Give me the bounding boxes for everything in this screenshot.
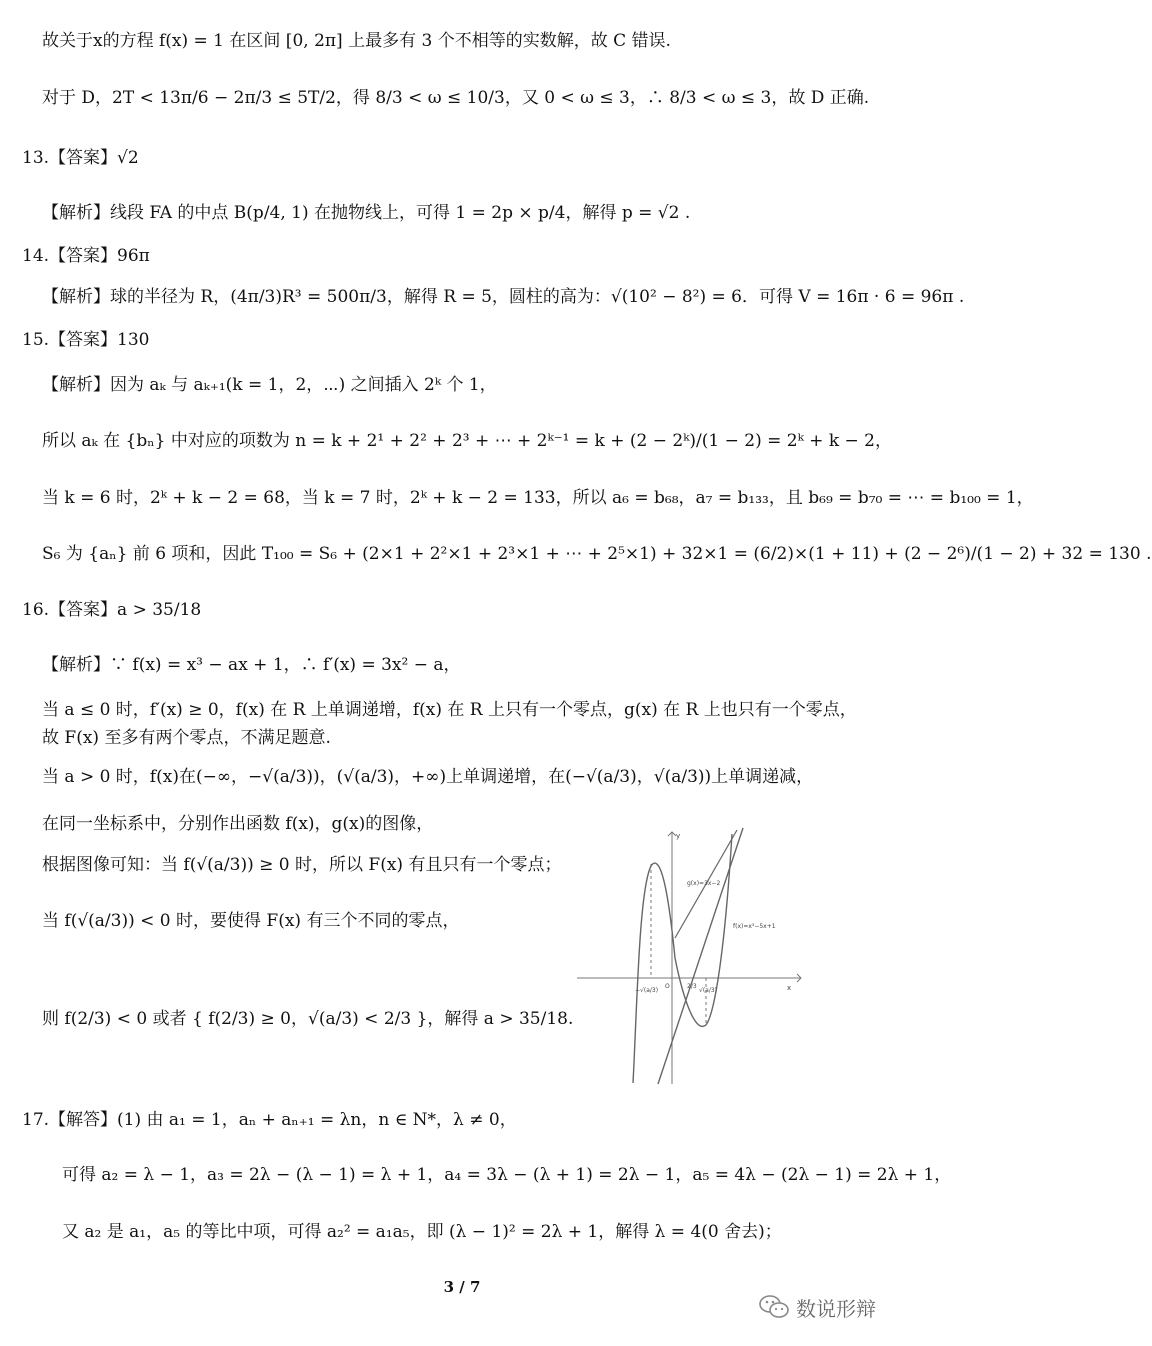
axis-x-label: x <box>787 984 792 992</box>
analysis-14: 【解析】球的半径为 R，(4π/3)R³ = 500π/3，解得 R = 5，圆柱的高为：√(10² − 8²) = 6．可得 V = 16π · 6 = 96π . <box>42 287 965 307</box>
origin-label: O <box>665 983 670 990</box>
answer-13: 13.【答案】√2 <box>22 148 139 168</box>
answer-15: 15.【答案】130 <box>22 330 150 350</box>
text-line-17: 在同一坐标系中，分别作出函数 f(x)，g(x)的图像， <box>42 814 434 834</box>
text-line-14: 当 a ≤ 0 时，f′(x) ≥ 0，f(x) 在 R 上单调递增，f(x) 在 R 上只有一个零点，g(x) 在 R 上也只有一个零点， <box>42 700 857 720</box>
axis-y-label: y <box>676 832 681 840</box>
text-line-9: 所以 aₖ 在 {bₙ} 中对应的项数为 n = k + 2¹ + 2² + 2³ + ⋯ + 2ᵏ⁻¹ = k + (2 − 2ᵏ)/(1 − 2) = 2ᵏ + k − 2， <box>42 431 892 451</box>
tick-neg-root: −√(a/3) <box>635 987 659 994</box>
answer-16: 16.【答案】a > 35/18 <box>22 600 202 620</box>
function-graph <box>575 828 805 1086</box>
text-line-15: 故 F(x) 至多有两个零点，不满足题意. <box>42 728 331 748</box>
label-g: g(x)=3x−2 <box>687 880 721 887</box>
answer-17: 17.【解答】(1) 由 a₁ = 1，aₙ + aₙ₊₁ = λn，n ∈ N*，λ ≠ 0， <box>22 1110 517 1130</box>
text-line-23: 又 a₂ 是 a₁，a₅ 的等比中项，可得 a₂² = a₁a₅，即 (λ − 1)² = 2λ + 1，解得 λ = 4(0 舍去)； <box>62 1222 782 1242</box>
analysis-13: 【解析】线段 FA 的中点 B(p/4, 1) 在抛物线上，可得 1 = 2p × p/4，解得 p = √2 . <box>42 203 691 223</box>
answer-14: 14.【答案】96π <box>22 246 150 266</box>
text-line-18: 根据图像可知：当 f(√(a/3)) ≥ 0 时，所以 F(x) 有且只有一个零点； <box>42 855 562 875</box>
text-line-1: 故关于x的方程 f(x) = 1 在区间 [0, 2π] 上最多有 3 个不相等的实数解，故 C 错误. <box>42 31 671 51</box>
label-f: f(x)=x³−5x+1 <box>733 923 776 930</box>
text-line-16: 当 a > 0 时，f(x)在(−∞，−√(a/3))，(√(a/3)，+∞)上单调递增，在(−√(a/3)，√(a/3))上单调递减， <box>42 767 814 787</box>
analysis-15: 【解析】因为 aₖ 与 aₖ₊₁(k = 1，2，⋯) 之间插入 2ᵏ 个 1， <box>42 375 497 395</box>
tick-pos-root: √(a/3) <box>699 987 718 994</box>
tick-two-thirds: 2/3 <box>687 983 697 990</box>
text-line-10: 当 k = 6 时，2ᵏ + k − 2 = 68，当 k = 7 时，2ᵏ + k − 2 = 133，所以 a₆ = b₆₈，a₇ = b₁₃₃，且 b₆₉ = b₇₀ = ⋯ = b₁₀₀ = 1， <box>42 488 1034 508</box>
watermark-text: 数说形辩 <box>796 1296 876 1321</box>
text-line-20: 则 f(2/3) < 0 或者 { f(2/3) ≥ 0，√(a/3) < 2/3 }，解得 a > 35/18. <box>42 1009 574 1029</box>
watermark <box>758 1290 876 1324</box>
text-line-2: 对于 D，2T < 13π/6 − 2π/3 ≤ 5T/2，得 8/3 < ω ≤ 10/3，又 0 < ω ≤ 3，∴ 8/3 < ω ≤ 3，故 D 正确. <box>42 88 870 108</box>
analysis-16: 【解析】∵ f(x) = x³ − ax + 1，∴ f′(x) = 3x² − a， <box>42 655 461 675</box>
text-line-22: 可得 a₂ = λ − 1，a₃ = 2λ − (λ − 1) = λ + 1，a₄ = 3λ − (λ + 1) = 2λ − 1，a₅ = 4λ − (2λ − 1) = 2λ + 1， <box>62 1165 952 1185</box>
page-number: 3 / 7 <box>443 1278 481 1296</box>
wechat-icon <box>758 1293 790 1321</box>
text-line-11: S₆ 为 {aₙ} 前 6 项和，因此 T₁₀₀ = S₆ + (2×1 + 2²×1 + 2³×1 + ⋯ + 2⁵×1) + 32×1 = (6/2)×(1 + 11) + (2 − 2⁶)/(1 − 2) + 32 = 130 . <box>42 544 1152 564</box>
text-line-19: 当 f(√(a/3)) < 0 时，要使得 F(x) 有三个不同的零点， <box>42 911 460 931</box>
